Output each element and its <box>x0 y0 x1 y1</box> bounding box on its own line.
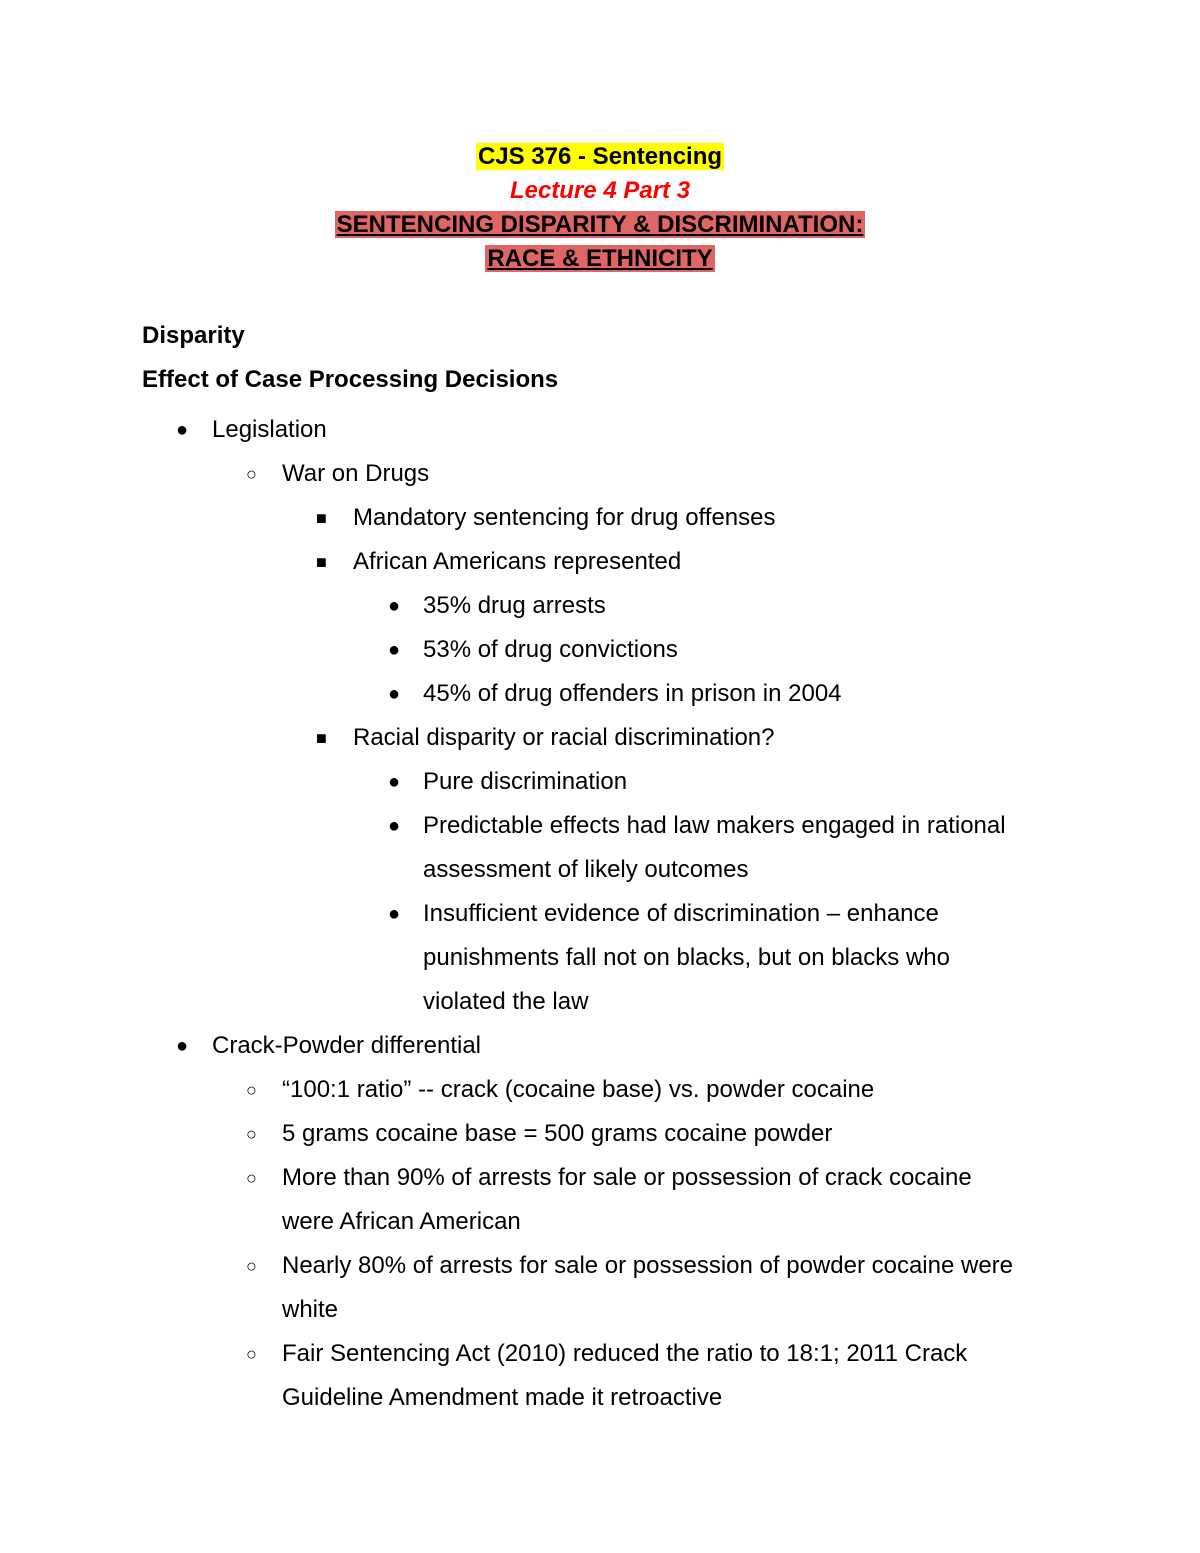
list-item-stat-convictions: ● 53% of drug convictions <box>142 628 1092 672</box>
hollow-bullet-icon: ○ <box>246 1344 257 1364</box>
filled-bullet-icon: ● <box>388 903 401 925</box>
list-item-legislation: ● Legislation <box>142 408 1092 452</box>
list-item-mandatory-sentencing: ■ Mandatory sentencing for drug offenses <box>142 496 1092 540</box>
filled-bullet-icon: ● <box>388 815 401 837</box>
document-body <box>142 320 1092 1420</box>
section-heading-effect: Effect of Case Processing Decisions <box>142 366 559 393</box>
list-item-african-americans: ■ African Americans represented <box>142 540 1092 584</box>
list-item-ratio: ○ “100:1 ratio” -- crack (cocaine base) vs. powder cocaine <box>142 1068 1092 1112</box>
square-bullet-icon: ■ <box>316 508 327 528</box>
hollow-bullet-icon: ○ <box>246 464 257 484</box>
list-item-pure-discrimination: ● Pure discrimination <box>142 760 1092 804</box>
filled-bullet-icon: ● <box>388 639 401 661</box>
list-item-ninety-percent: ○ More than 90% of arrests for sale or possession of crack cocaine were African American <box>142 1156 1092 1244</box>
list-item-fair-sentencing-act: ○ Fair Sentencing Act (2010) reduced the ratio to 18:1; 2011 Crack Guideline Amendment made it retroactive <box>142 1332 1092 1420</box>
filled-bullet-icon: ● <box>176 1035 189 1057</box>
square-bullet-icon: ■ <box>316 552 327 572</box>
list-item-racial-question: ■ Racial disparity or racial discrimination? <box>142 716 1092 760</box>
list-item-insufficient-evidence: ● Insufficient evidence of discrimination – enhance punishments fall not on blacks, but on blacks who violated the law <box>142 892 1092 1024</box>
list-item-stat-arrests: ● 35% drug arrests <box>142 584 1092 628</box>
filled-bullet-icon: ● <box>388 771 401 793</box>
hollow-bullet-icon: ○ <box>246 1256 257 1276</box>
lecture-subtitle: Lecture 4 Part 3 <box>509 177 691 204</box>
list-item-predictable-effects: ● Predictable effects had law makers engaged in rational assessment of likely outcomes <box>142 804 1092 892</box>
topic-title-line-2: RACE & ETHNICITY <box>487 245 713 272</box>
section-heading-disparity: Disparity <box>142 322 245 349</box>
filled-bullet-icon: ● <box>388 683 401 705</box>
hollow-bullet-icon: ○ <box>246 1168 257 1188</box>
list-item-eighty-percent: ○ Nearly 80% of arrests for sale or possession of powder cocaine were white <box>142 1244 1092 1332</box>
list-item-war-on-drugs: ○ War on Drugs <box>142 452 1092 496</box>
hollow-bullet-icon: ○ <box>246 1124 257 1144</box>
square-bullet-icon: ■ <box>316 728 327 748</box>
hollow-bullet-icon: ○ <box>246 1080 257 1100</box>
list-item-grams: ○ 5 grams cocaine base = 500 grams cocaine powder <box>142 1112 1092 1156</box>
document-header <box>0 140 1200 276</box>
filled-bullet-icon: ● <box>176 419 189 441</box>
list-item-crack-powder: ● Crack-Powder differential <box>142 1024 1092 1068</box>
course-title: CJS 376 - Sentencing <box>477 143 723 170</box>
topic-title-line-1: SENTENCING DISPARITY & DISCRIMINATION: <box>336 211 864 238</box>
list-item-stat-prison: ● 45% of drug offenders in prison in 2004 <box>142 672 1092 716</box>
filled-bullet-icon: ● <box>388 595 401 617</box>
